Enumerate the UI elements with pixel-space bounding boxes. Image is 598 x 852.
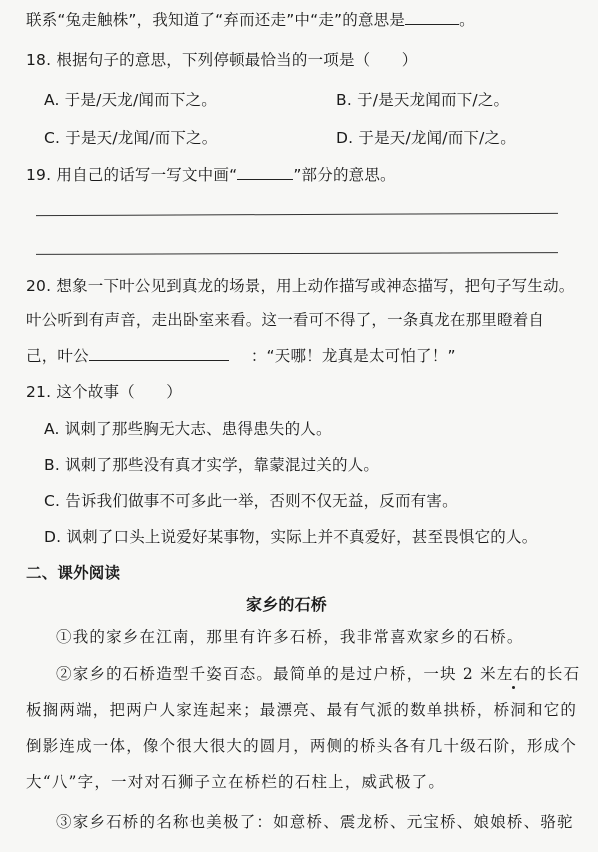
q21-option-b[interactable]: B. 讽刺了那些没有真才实学，靠蒙混过关的人。	[44, 456, 380, 474]
passage-paragraph-2-line-1	[56, 664, 580, 684]
passage-title: 家乡的石桥	[246, 595, 328, 614]
q17-text: 联系“兔走触株”，我知道了“弃而还走”中“走”的意思是	[26, 11, 406, 29]
q19-quote-blank	[237, 165, 293, 180]
q18-option-c[interactable]: C. 于是天/龙闻/而下之。	[44, 129, 218, 147]
q19-text-b: ”部分的意思。	[293, 166, 396, 184]
q20-text-line-1: 叶公听到有声音，走出卧室来看。这一看可不得了，一条真龙在那里瞪着自	[26, 311, 545, 329]
q21-option-c[interactable]: C. 告诉我们做事不可多此一举，否则不仅无益，反而有害。	[44, 492, 458, 510]
q18-option-b[interactable]: B. 于/是天龙闻而下/之。	[336, 91, 510, 109]
q19-text-a: 19. 用自己的话写一写文中画“	[26, 166, 238, 184]
passage-paragraph-2-line-2: 板搁两端，把两户人家连起来；最漂亮、最有气派的数单拱桥，桥洞和它的	[26, 701, 578, 719]
q20-text-a: 己，叶公	[26, 347, 89, 365]
q19-answer-line-2[interactable]	[36, 252, 558, 255]
q19-stem	[26, 165, 396, 185]
q20-stem: 20. 想象一下叶公见到真龙的场景，用上动作描写或神态描写，把句子写生动。	[26, 277, 575, 295]
p2-emphasis-dotted: 左右	[496, 665, 531, 683]
q20-text-b: ：“天哪！龙真是太可怕了！”	[250, 347, 456, 365]
q18-option-d[interactable]: D. 于是天/龙闻/而下/之。	[336, 129, 516, 147]
passage-paragraph-2-line-4: 大“八”字，一对对石狮子立在桥栏的石柱上，威武极了。	[26, 773, 446, 791]
q21-option-d[interactable]: D. 讽刺了口头上说爱好某事物，实际上并不真爱好，甚至畏惧它的人。	[44, 528, 538, 546]
q21-stem: 21. 这个故事（ ）	[26, 383, 182, 401]
q17-line	[26, 10, 475, 30]
passage-paragraph-1: ①我的家乡在江南，那里有许多石桥，我非常喜欢家乡的石桥。	[56, 628, 524, 646]
passage-paragraph-3: ③家乡石桥的名称也美极了：如意桥、震龙桥、元宝桥、娘娘桥、骆驼	[56, 813, 574, 831]
q18-option-a[interactable]: A. 于是/天龙/闻而下之。	[44, 91, 217, 109]
q17-answer-blank[interactable]	[405, 10, 459, 25]
q20-answer-blank[interactable]	[89, 346, 229, 361]
q21-option-a[interactable]: A. 讽刺了那些胸无大志、患得患失的人。	[44, 420, 332, 438]
passage-paragraph-2-line-3: 倒影连成一体，像个很大很大的圆月，两侧的桥头各有几十级石阶，形成个	[26, 737, 578, 755]
section-heading: 二、课外阅读	[26, 564, 121, 582]
q17-period: 。	[459, 11, 475, 29]
q18-stem: 18. 根据句子的意思，下列停顿最恰当的一项是（ ）	[26, 51, 418, 69]
p2-text-a: ②家乡的石桥造型千姿百态。最简单的是过户桥，一块 2 米	[56, 665, 497, 683]
p2-text-c: 的长石	[530, 665, 581, 683]
q20-text-line-2	[26, 346, 456, 366]
q19-answer-line-1[interactable]	[36, 213, 558, 216]
